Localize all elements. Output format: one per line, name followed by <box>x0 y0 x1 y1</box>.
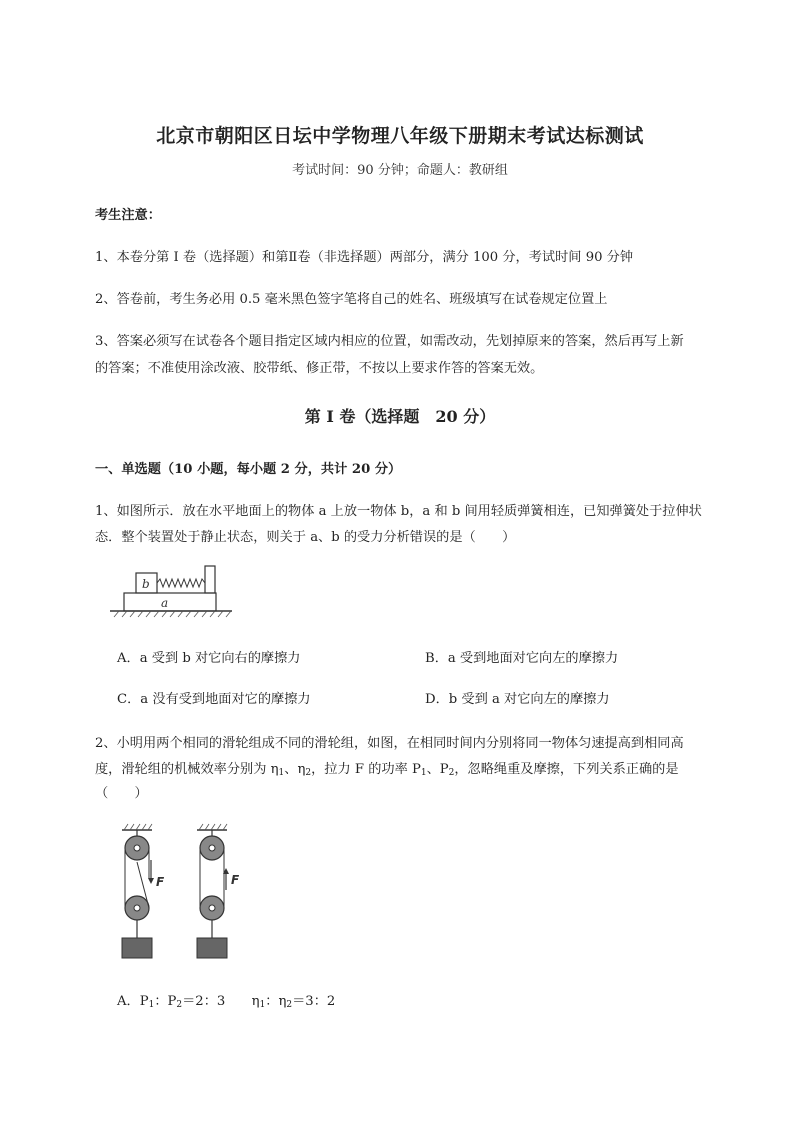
question-2-text: 度，滑轮组的机械效率分别为 $\eta_1$、$\eta_2$，拉力 F 的功率 $P_1$、$P_2$，忽略绳重及摩擦，下列关系正确的是 <box>95 762 679 778</box>
option-d[interactable]: D．b 受到 a 对它向左的摩擦力 <box>425 692 610 707</box>
force-label: F <box>231 873 240 887</box>
section-title: 第 I 卷（选择题 20 分） <box>304 407 496 426</box>
question-1-text: 1、如图所示．放在水平地面上的物体 a 上放一物体 b，a 和 b 间用轻质弹簧相连，已知弹簧处于拉伸状 <box>95 504 702 519</box>
option-a[interactable]: A．a 受到 b 对它向右的摩擦力 <box>117 651 301 666</box>
figure-label-a: a <box>161 596 169 610</box>
question-2-text: （ ） <box>95 786 148 801</box>
question-1-figure <box>110 562 235 622</box>
question-2-text: 2、小明用两个相同的滑轮组成不同的滑轮组，如图，在相同时间内分别将同一物体匀速提高到相同高 <box>95 736 684 751</box>
question-1-text: 态．整个装置处于静止状态，则关于 a、b 的受力分析错误的是（ ） <box>95 530 516 545</box>
exam-info: 考试时间：90 分钟；命题人：教研组 <box>292 163 508 178</box>
notice-item: 2、答卷前，考生务必用 0.5 毫米黑色签字笔将自己的姓名、班级填写在试卷规定位置上 <box>95 292 608 307</box>
figure-label-b: b <box>142 577 150 591</box>
notice-item: 3、答案必须写在试卷各个题目指定区域内相应的位置，如需改动，先划掉原来的答案，然后再写上新 <box>95 334 684 349</box>
notice-item: 1、本卷分第 I 卷（选择题）和第Ⅱ卷（非选择题）两部分，满分 100 分，考试时间 90 分钟 <box>95 250 634 265</box>
page-title: 北京市朝阳区日坛中学物理八年级下册期末考试达标测试 <box>156 125 644 147</box>
notice-item: 的答案；不准使用涂改液、胶带纸、修正带，不按以上要求作答的答案无效。 <box>95 361 544 376</box>
force-label: F <box>156 875 165 889</box>
part-heading: 一、单选题（10 小题，每小题 2 分，共计 20 分） <box>95 462 402 477</box>
option-b[interactable]: B．a 受到地面对它向左的摩擦力 <box>425 651 619 666</box>
option-a[interactable]: A．$P_1$：$P_2=2$：3 $\eta_1$：$\eta_2=3$：2 <box>117 994 336 1010</box>
question-2-figure <box>112 820 252 965</box>
notice-heading: 考生注意： <box>95 208 161 223</box>
option-c[interactable]: C．a 没有受到地面对它的摩擦力 <box>117 692 311 707</box>
